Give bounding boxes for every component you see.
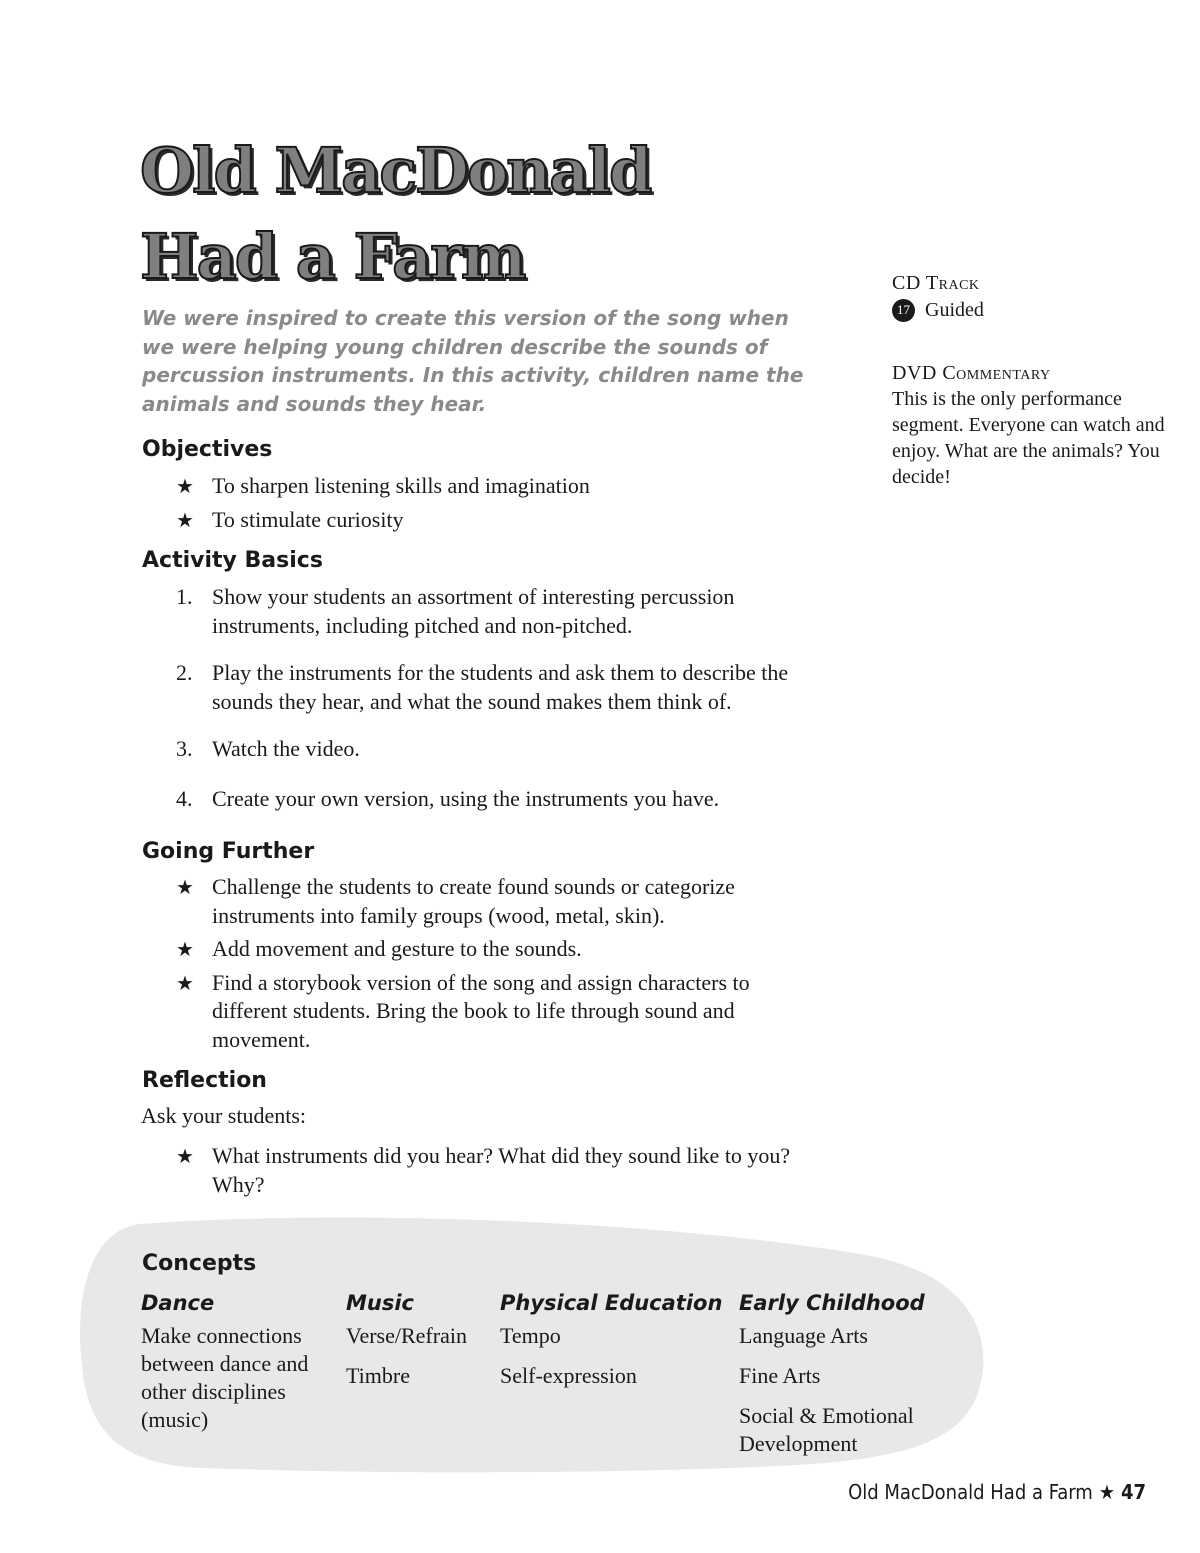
concept-column-heading: Dance (141, 1291, 215, 1315)
page-number: 47 (1120, 1480, 1146, 1504)
list-item: Tempo (500, 1323, 561, 1348)
list-item: ★ Find a storybook version of the song and assign characters to different students. Bring the book to life through sound and movement. (176, 969, 750, 1052)
list-item: Social & Emotional Development (739, 1403, 914, 1456)
concept-column-heading: Early Childhood (739, 1291, 925, 1315)
list-item: ★ Challenge the students to create found sounds or categorize instruments into family groups (wood, metal, skin). (176, 874, 735, 928)
track-label: Guided (925, 299, 984, 321)
list-item: Verse/Refrain (346, 1323, 467, 1348)
concept-column-heading: Music (346, 1291, 414, 1315)
star-icon: ★ (176, 507, 194, 532)
reflection-heading: Reflection (142, 1068, 267, 1093)
list-item: Timbre (346, 1363, 410, 1388)
track-number-badge: 17 (892, 299, 915, 322)
list-item: 3. Watch the video. (176, 736, 360, 761)
title-line-2: Had a Farm (140, 220, 525, 293)
footer-title: Old MacDonald Had a Farm (848, 1480, 1093, 1504)
star-icon: ★ (1098, 1480, 1115, 1504)
dvd-commentary-text: This is the only performance segment. Everyone can watch and enjoy. What are the animals? You decide! (892, 388, 1165, 488)
list-item: ★ To sharpen listening skills and imagination (176, 472, 816, 501)
title-line-1: Old MacDonald (140, 134, 651, 207)
cd-track-line (892, 296, 1172, 324)
list-item: ★ Add movement and gesture to the sounds. (176, 935, 786, 964)
dvd-commentary-heading: DVD Commentary (892, 362, 1051, 384)
page-footer (848, 1478, 1146, 1506)
objectives-heading: Objectives (142, 437, 273, 462)
star-icon: ★ (176, 937, 194, 961)
list-item: ★ To stimulate curiosity (176, 506, 816, 535)
page-title (140, 128, 780, 300)
reflection-lead: Ask your students: (141, 1103, 306, 1128)
concept-column-music (346, 1290, 496, 1402)
sidebar (892, 270, 1172, 490)
activity-heading: Activity Basics (142, 548, 323, 573)
star-icon: ★ (176, 474, 194, 498)
cd-track-heading: CD Track (892, 272, 980, 294)
reflection-list (176, 1142, 806, 1199)
list-item: ★ What instruments did you hear? What did they sound like to you? Why? (176, 1143, 791, 1197)
concept-column-heading: Physical Education (500, 1291, 723, 1315)
activity-list (176, 583, 816, 813)
star-icon: ★ (176, 970, 194, 995)
list-item: 1. Show your students an assortment of interesting percussion instruments, including pitched and non-pitched. (176, 584, 735, 638)
concept-column-early-childhood (739, 1290, 939, 1470)
intro-paragraph: We were inspired to create this version of the song when we were helping young children describe the sounds of percussion instruments. In this activity, children name the animals and sounds they hear. (142, 306, 804, 416)
list-item: 4. Create your own version, using the instruments you have. (176, 785, 720, 811)
list-item: Fine Arts (739, 1363, 821, 1388)
objectives-list (176, 472, 816, 534)
going-further-list (176, 873, 786, 1054)
star-icon: ★ (176, 875, 194, 899)
list-item: 2. Play the instruments for the students and ask them to describe the sounds they hear, and what the sound makes them think of. (176, 660, 789, 714)
star-icon: ★ (176, 1144, 194, 1168)
going-further-heading: Going Further (142, 839, 315, 864)
list-item: Make connections between dance and other disciplines (music) (141, 1323, 309, 1432)
list-item: Self-expression (500, 1363, 637, 1388)
list-item: Language Arts (739, 1323, 868, 1348)
concepts-heading: Concepts (142, 1251, 257, 1276)
concept-column-dance (141, 1290, 336, 1446)
concept-column-physical-education (500, 1290, 735, 1402)
